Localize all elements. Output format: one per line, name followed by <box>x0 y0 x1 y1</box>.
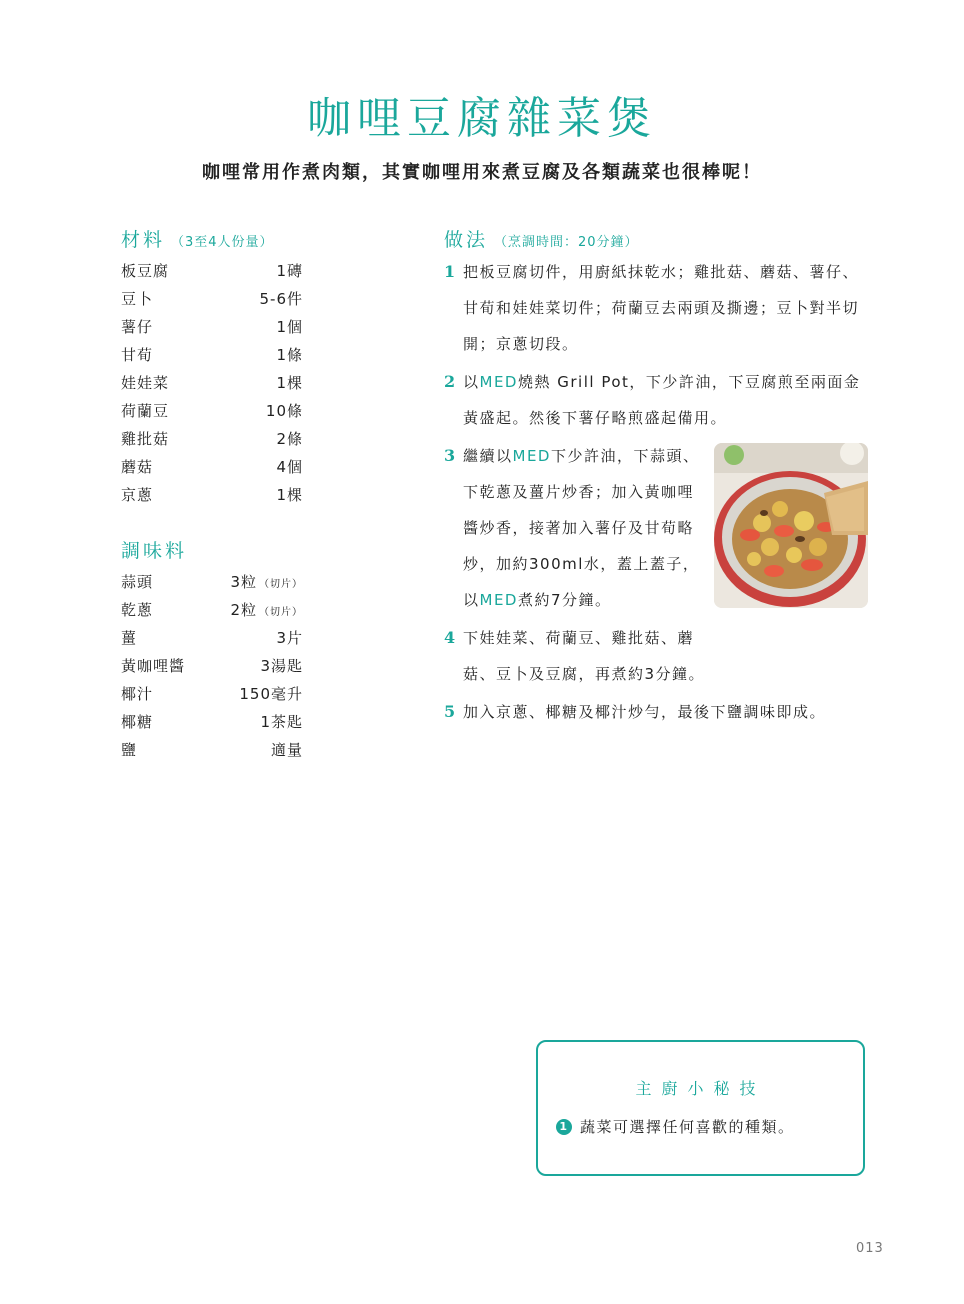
ingredient-qty: 1棵 <box>276 485 303 504</box>
seasoning-list <box>121 567 303 763</box>
ingredient-qty: 4個 <box>276 457 303 476</box>
list-item <box>121 707 303 735</box>
step-text-post: 燒熱 Grill Pot，下少許油，下豆腐煎至兩面金黃盛起。然後下薯仔略煎盛起備用。 <box>463 373 861 427</box>
list-item <box>121 480 303 508</box>
list-item <box>121 340 303 368</box>
ingredients-heading <box>121 225 274 252</box>
step-text-mid: 下少許油，下蒜頭、下乾蔥及薑片炒香；加入黃咖哩醬炒香，接著加入薯仔及甘荀略炒，加約300ml水，蓋上蓋子，以 <box>463 447 700 609</box>
recipe-subtitle: 咖哩常用作煮肉類，其實咖哩用來煮豆腐及各類蔬菜也很棒呢！ <box>202 162 762 183</box>
method-heading-label: 做法 <box>444 229 489 251</box>
ingredient-qty: 1個 <box>276 317 303 336</box>
seasoning-qty: 150毫升 <box>239 684 303 703</box>
list-item <box>121 651 303 679</box>
step-text: 下娃娃菜、荷蘭豆、雞批菇、蘑菇、豆卜及豆腐，再煮約3分鐘。 <box>463 629 706 683</box>
ingredient-qty: 2條 <box>276 429 303 448</box>
heat-setting: MED <box>479 373 518 391</box>
step-3 <box>444 438 703 618</box>
seasoning-qty <box>230 571 303 592</box>
ingredient-name: 蘑菇 <box>121 457 154 476</box>
list-item <box>121 595 303 623</box>
ingredient-name: 板豆腐 <box>121 261 170 280</box>
list-item <box>121 396 303 424</box>
list-item <box>121 284 303 312</box>
step-4 <box>444 620 713 692</box>
list-item <box>121 452 303 480</box>
seasoning-name: 黃咖哩醬 <box>121 656 186 675</box>
step-number: 4 <box>444 628 457 647</box>
ingredient-name: 京蔥 <box>121 485 154 504</box>
list-item <box>121 567 303 595</box>
ingredient-qty: 5-6件 <box>259 289 303 308</box>
recipe-title: 咖哩豆腐雜菜煲 <box>307 93 657 144</box>
seasoning-name: 蒜頭 <box>121 572 154 591</box>
ingredient-qty: 1磚 <box>276 261 303 280</box>
seasoning-qty-value: 2粒 <box>230 600 257 619</box>
ingredient-qty: 1條 <box>276 345 303 364</box>
seasoning-name: 椰糖 <box>121 712 154 731</box>
method-heading <box>444 225 639 252</box>
ingredient-name: 娃娃菜 <box>121 373 170 392</box>
seasoning-qty-note: （切片） <box>259 606 303 618</box>
chef-tip-box <box>536 1040 865 1176</box>
seasoning-qty: 適量 <box>270 740 303 759</box>
list-item <box>121 735 303 763</box>
seasoning-name: 薑 <box>121 628 138 647</box>
chef-tip-title: 主廚小秘技 <box>635 1079 766 1098</box>
step-text-pre: 繼續以 <box>463 447 513 465</box>
step-number: 2 <box>444 372 457 391</box>
step-text: 把板豆腐切件，用廚紙抹乾水；雞批菇、蘑菇、薯仔、甘荀和娃娃菜切件；荷蘭豆去兩頭及撕邊；豆卜對半切開；京蔥切段。 <box>463 263 860 353</box>
seasoning-name: 乾蔥 <box>121 600 154 619</box>
page-number: 013 <box>856 1241 884 1256</box>
ingredients-heading-label: 材料 <box>121 229 166 251</box>
heat-setting: MED <box>512 447 551 465</box>
ingredient-name: 雞批菇 <box>121 429 170 448</box>
ingredients-list <box>121 256 303 508</box>
seasoning-qty: 3湯匙 <box>260 656 303 675</box>
seasoning-qty-note: （切片） <box>259 578 303 590</box>
seasoning-name: 椰汁 <box>121 684 154 703</box>
step-number: 1 <box>444 262 457 281</box>
seasoning-qty: 1茶匙 <box>260 712 303 731</box>
chef-tip-item <box>556 1116 795 1137</box>
seasoning-qty-value: 3粒 <box>230 572 257 591</box>
step-1 <box>444 254 868 362</box>
step-number: 3 <box>444 446 457 465</box>
ingredient-qty: 1棵 <box>276 373 303 392</box>
step-text: 加入京蔥、椰糖及椰汁炒勻，最後下鹽調味即成。 <box>463 703 827 721</box>
tip-number-badge: 1 <box>556 1119 572 1135</box>
step-number: 5 <box>444 702 457 721</box>
list-item <box>121 256 303 284</box>
seasoning-qty <box>230 599 303 620</box>
step-text-pre: 以 <box>463 373 480 391</box>
ingredient-name: 豆卜 <box>121 289 154 308</box>
ingredient-qty: 10條 <box>265 401 303 420</box>
list-item <box>121 312 303 340</box>
list-item <box>121 679 303 707</box>
ingredients-serving-note: （3至4人份量） <box>171 235 274 250</box>
ingredient-name: 甘荀 <box>121 345 154 364</box>
seasoning-name: 鹽 <box>121 740 138 759</box>
list-item <box>121 368 303 396</box>
step-text-post: 煮約7分鐘。 <box>518 591 612 609</box>
ingredient-name: 薯仔 <box>121 317 154 336</box>
list-item <box>121 623 303 651</box>
seasoning-qty: 3片 <box>276 628 303 647</box>
method-time-note: （烹調時間：20分鐘） <box>494 235 639 250</box>
seasoning-heading: 調味料 <box>121 540 188 562</box>
list-item <box>121 424 303 452</box>
step-5 <box>444 694 868 730</box>
ingredient-name: 荷蘭豆 <box>121 401 170 420</box>
heat-setting: MED <box>479 591 518 609</box>
curry-pot-photo <box>714 443 868 608</box>
chef-tip-text: 蔬菜可選擇任何喜歡的種類。 <box>580 1118 795 1136</box>
step-2 <box>444 364 868 436</box>
